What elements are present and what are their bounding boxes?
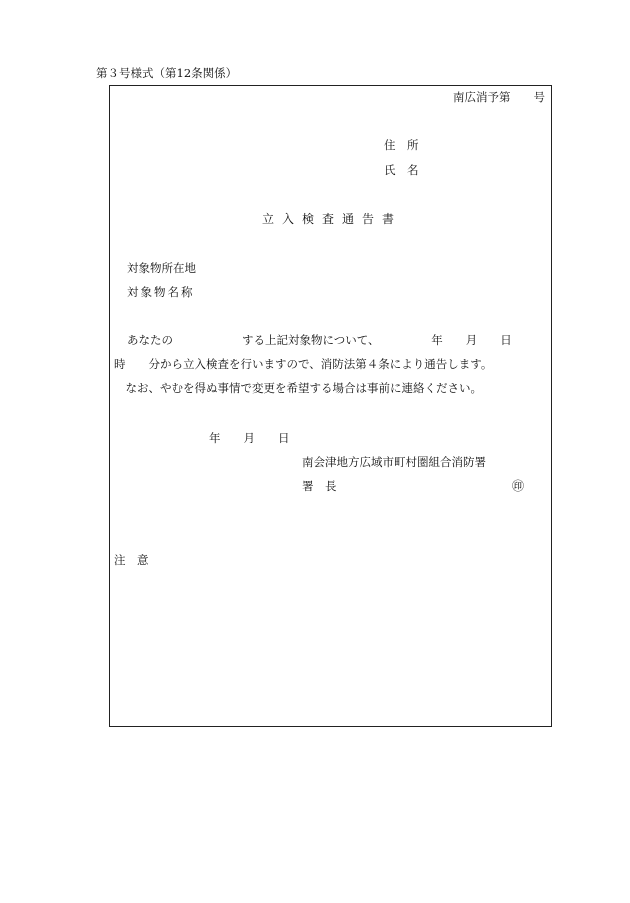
form-number: 第３号様式（第12条関係）	[96, 66, 238, 80]
document-number: 南広消予第 号	[453, 90, 545, 104]
issuer-organization: 南会津地方広域市町村圏組合消防署	[302, 455, 486, 469]
issue-date: 年 月 日	[209, 431, 290, 445]
body-line-1: あなたの する上記対象物について、 年 月 日	[127, 333, 512, 347]
issuer-title: 署 長	[302, 479, 337, 493]
name-label: 氏 名	[384, 163, 419, 177]
target-name-label: 対象物名称	[127, 285, 195, 299]
address-label: 住 所	[384, 138, 419, 152]
form-frame	[109, 85, 552, 727]
body-line-2: 時 分から立入検査を行いますので、消防法第４条により通告します。	[114, 357, 493, 371]
body-line-3: なお、やむを得ぬ事情で変更を希望する場合は事前に連絡ください。	[114, 381, 482, 395]
seal-mark: ㊞	[512, 479, 525, 493]
target-location-label: 対象物所在地	[127, 261, 196, 275]
document-title: 立入検査通告書	[262, 212, 403, 226]
notes-label: 注 意	[114, 553, 149, 567]
